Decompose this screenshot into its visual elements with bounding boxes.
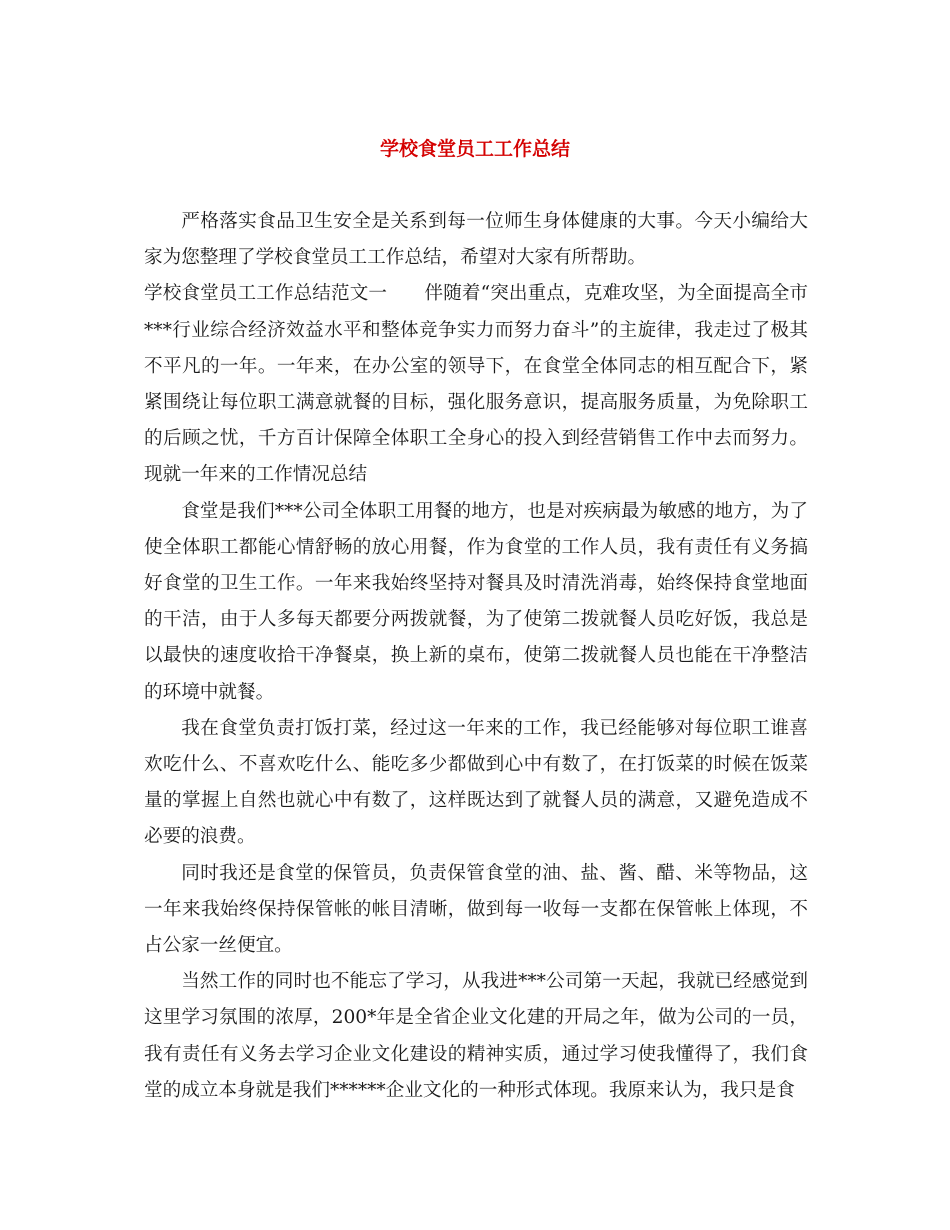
study-paragraph: 当然工作的同时也不能忘了学习，从我进***公司第一天起，我就已经感觉到这里学习氛围的浓厚，200*年是全省企业文化建的开局之年，做为公司的一员，我有责任有义务去学习企业文化建设的精神实质，通过学习使我懂得了，我们食堂的成立本身就是我们******企业文化的一种形式体现。我原来认为，我只是食 bbox=[144, 971, 808, 1101]
storekeeper-paragraph: 同时我还是食堂的保管员，负责保管食堂的油、盐、酱、醋、米等物品，这一年来我始终保持保管帐的帐目清晰，做到每一收每一支都在保管帐上体现，不占公家一丝便宜。 bbox=[144, 862, 808, 957]
sample-one-paragraph: 学校食堂员工工作总结范文一 伴随着“突出重点，克难攻坚，为全面提高全市***行业综合经济效益水平和整体竞争实力而努力奋斗”的主旋律，我走过了极其不平凡的一年。一年来，在办公室的领导下，在食堂全体同志的相互配合下，紧紧围绕让每位职工满意就餐的目标，强化服务意识，提高服务质量，为免除职工的后顾之忧，千方百计保障全体职工全身心的投入到经营销售工作中去而努力。现就一年来的工作情况总结 bbox=[144, 283, 808, 486]
intro-paragraph: 严格落实食品卫生安全是关系到每一位师生身体健康的大事。今天小编给大家为您整理了学校食堂员工工作总结，希望对大家有所帮助。 bbox=[144, 211, 808, 269]
hygiene-paragraph: 食堂是我们***公司全体职工用餐的地方，也是对疾病最为敏感的地方，为了使全体职工都能心情舒畅的放心用餐，作为食堂的工作人员，我有责任有义务搞好食堂的卫生工作。一年来我始终坚持对餐具及时清洗消毒，始终保持食堂地面的干洁，由于人多每天都要分两拨就餐，为了使第二拨就餐人员吃好饭，我总是以最快的速度收拾干净餐桌，换上新的桌布，使第二拨就餐人员也能在干净整洁的环境中就餐。 bbox=[144, 500, 808, 703]
serving-paragraph: 我在食堂负责打饭打菜，经过这一年来的工作，我已经能够对每位职工谁喜欢吃什么、不喜欢吃什么、能吃多少都做到心中有数了，在打饭菜的时候在饭菜量的掌握上自然也就心中有数了，这样既达到了就餐人员的满意，又避免造成不必要的浪费。 bbox=[144, 717, 808, 848]
document-title: 学校食堂员工工作总结 bbox=[379, 138, 570, 160]
document-body bbox=[144, 204, 808, 1109]
